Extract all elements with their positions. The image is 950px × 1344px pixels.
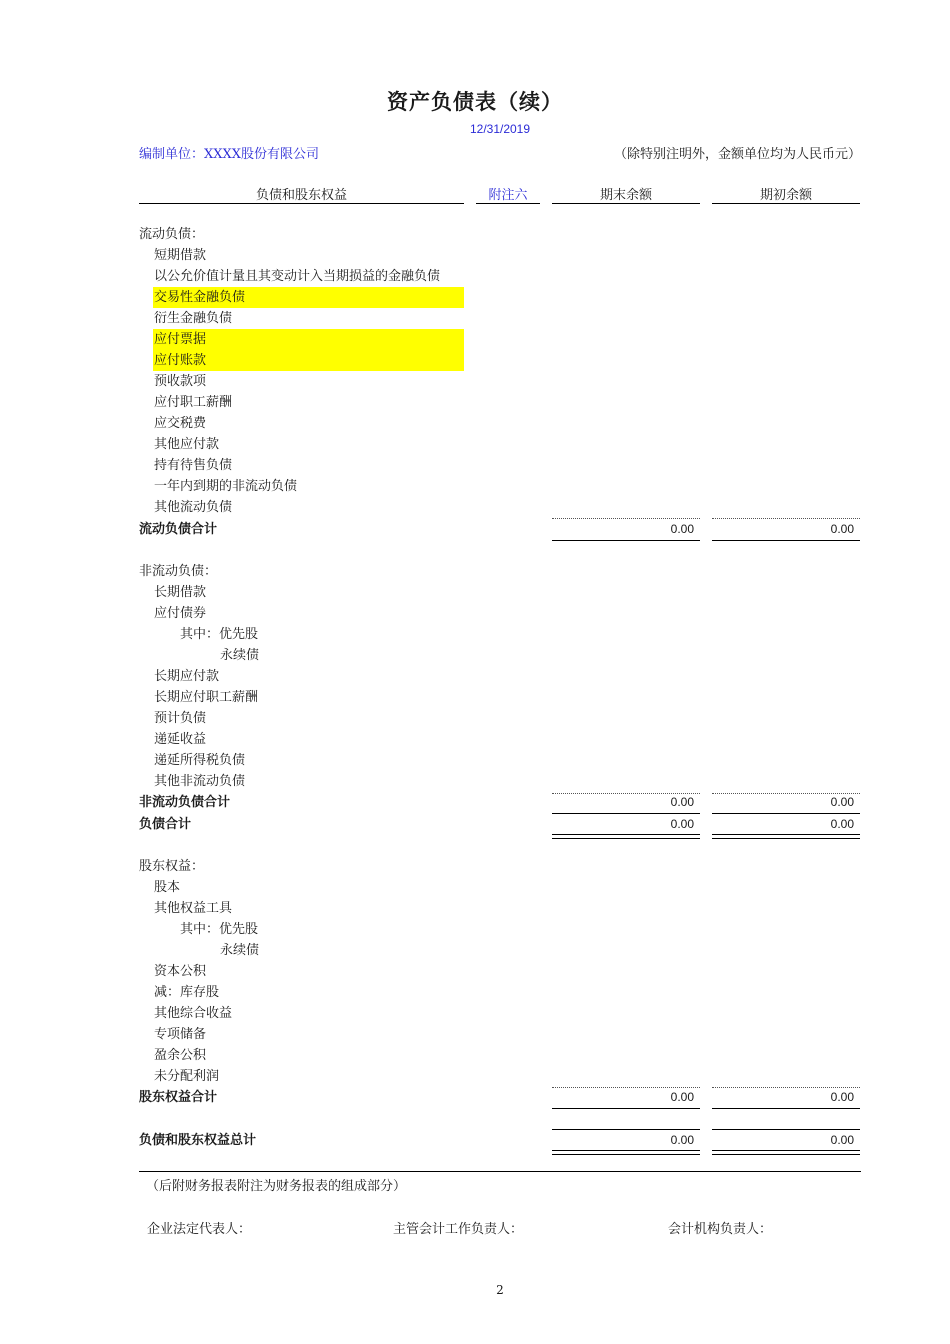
line-item: 长期应付款 [154,669,220,684]
double-rule [712,834,860,839]
double-rule [552,834,700,839]
line-item: 预收款项 [154,374,207,389]
line-item: 盈余公积 [154,1048,207,1063]
line-item: 其中：优先股 [180,922,259,937]
header-underline [712,203,860,204]
grand-total-begin: 0.00 [830,1133,854,1147]
footer-rule [139,1171,861,1172]
total-end-liabilities: 0.00 [670,817,694,831]
page-number: 2 [496,1283,504,1297]
header-begin-balance: 期初余额 [759,188,812,203]
total-rule [552,1108,700,1109]
footer-note: （后附财务报表附注为财务报表的组成部分） [146,1179,407,1194]
signature-legal-representative: 企业法定代表人： [147,1222,252,1237]
header-underline [139,203,464,204]
line-item: 永续债 [220,648,260,663]
line-item: 递延所得税负债 [154,753,246,768]
line-item: 其他综合收益 [154,1006,233,1021]
total-end-equity: 0.00 [670,1090,694,1104]
line-item: 未分配利润 [154,1069,220,1084]
total-label-current-liabilities: 流动负债合计 [139,522,218,537]
line-item: 其他流动负债 [154,500,233,515]
total-end-noncurrent-liabilities: 0.00 [670,795,694,809]
section-title-current-liabilities: 流动负债： [139,227,205,242]
line-item: 一年内到期的非流动负债 [154,479,298,494]
total-label-liabilities: 负债合计 [139,817,192,832]
line-item: 应交税费 [154,416,207,431]
line-item-highlighted: 应付票据 [154,332,207,347]
line-item: 应付职工薪酬 [154,395,233,410]
line-item: 持有待售负债 [154,458,233,473]
signature-department-head: 会计机构负责人： [668,1222,773,1237]
line-item: 预计负债 [154,711,207,726]
line-item-highlighted: 应付账款 [154,353,207,368]
line-item: 减：库存股 [154,985,220,1000]
line-item: 其他应付款 [154,437,220,452]
line-item: 其中：优先股 [180,627,259,642]
line-item: 应付债券 [154,606,207,621]
header-note: 附注六 [488,188,528,203]
grand-total-end: 0.00 [670,1133,694,1147]
report-date: 12/31/2019 [469,122,531,136]
line-item: 其他非流动负债 [154,774,246,789]
total-label-noncurrent-liabilities: 非流动负债合计 [139,795,231,810]
line-item: 短期借款 [154,248,207,263]
header-end-balance: 期末余额 [599,188,652,203]
line-item: 其他权益工具 [154,901,233,916]
line-item: 递延收益 [154,732,207,747]
header-underline [476,203,540,204]
line-item: 衍生金融负债 [154,311,233,326]
signature-accounting-head: 主管会计工作负责人： [393,1222,524,1237]
total-begin-equity: 0.00 [830,1090,854,1104]
page-title: 资产负债表（续） [387,89,563,114]
header-underline [552,203,700,204]
total-begin-noncurrent-liabilities: 0.00 [830,795,854,809]
currency-note: （除特别注明外，金额单位均为人民币元） [613,147,861,162]
line-item: 长期借款 [154,585,207,600]
line-item: 资本公积 [154,964,207,979]
line-item: 长期应付职工薪酬 [154,690,259,705]
total-end-current-liabilities: 0.00 [670,522,694,536]
reporting-entity: 编制单位：XXXX股份有限公司 [139,147,320,162]
total-begin-liabilities: 0.00 [830,817,854,831]
total-rule [712,1108,860,1109]
line-item: 股本 [154,880,181,895]
grand-total-label: 负债和股东权益总计 [139,1133,257,1148]
double-rule [552,1150,700,1155]
double-rule [712,1150,860,1155]
line-item: 永续债 [220,943,260,958]
total-rule [712,540,860,541]
section-title-equity: 股东权益： [139,859,205,874]
line-item: 专项储备 [154,1027,207,1042]
section-title-noncurrent-liabilities: 非流动负债： [139,564,218,579]
total-label-equity: 股东权益合计 [139,1090,218,1105]
total-rule [552,540,700,541]
line-item-highlighted: 交易性金融负债 [154,290,246,305]
header-item: 负债和股东权益 [255,188,347,203]
line-item: 以公允价值计量且其变动计入当期损益的金融负债 [154,269,441,284]
total-begin-current-liabilities: 0.00 [830,522,854,536]
